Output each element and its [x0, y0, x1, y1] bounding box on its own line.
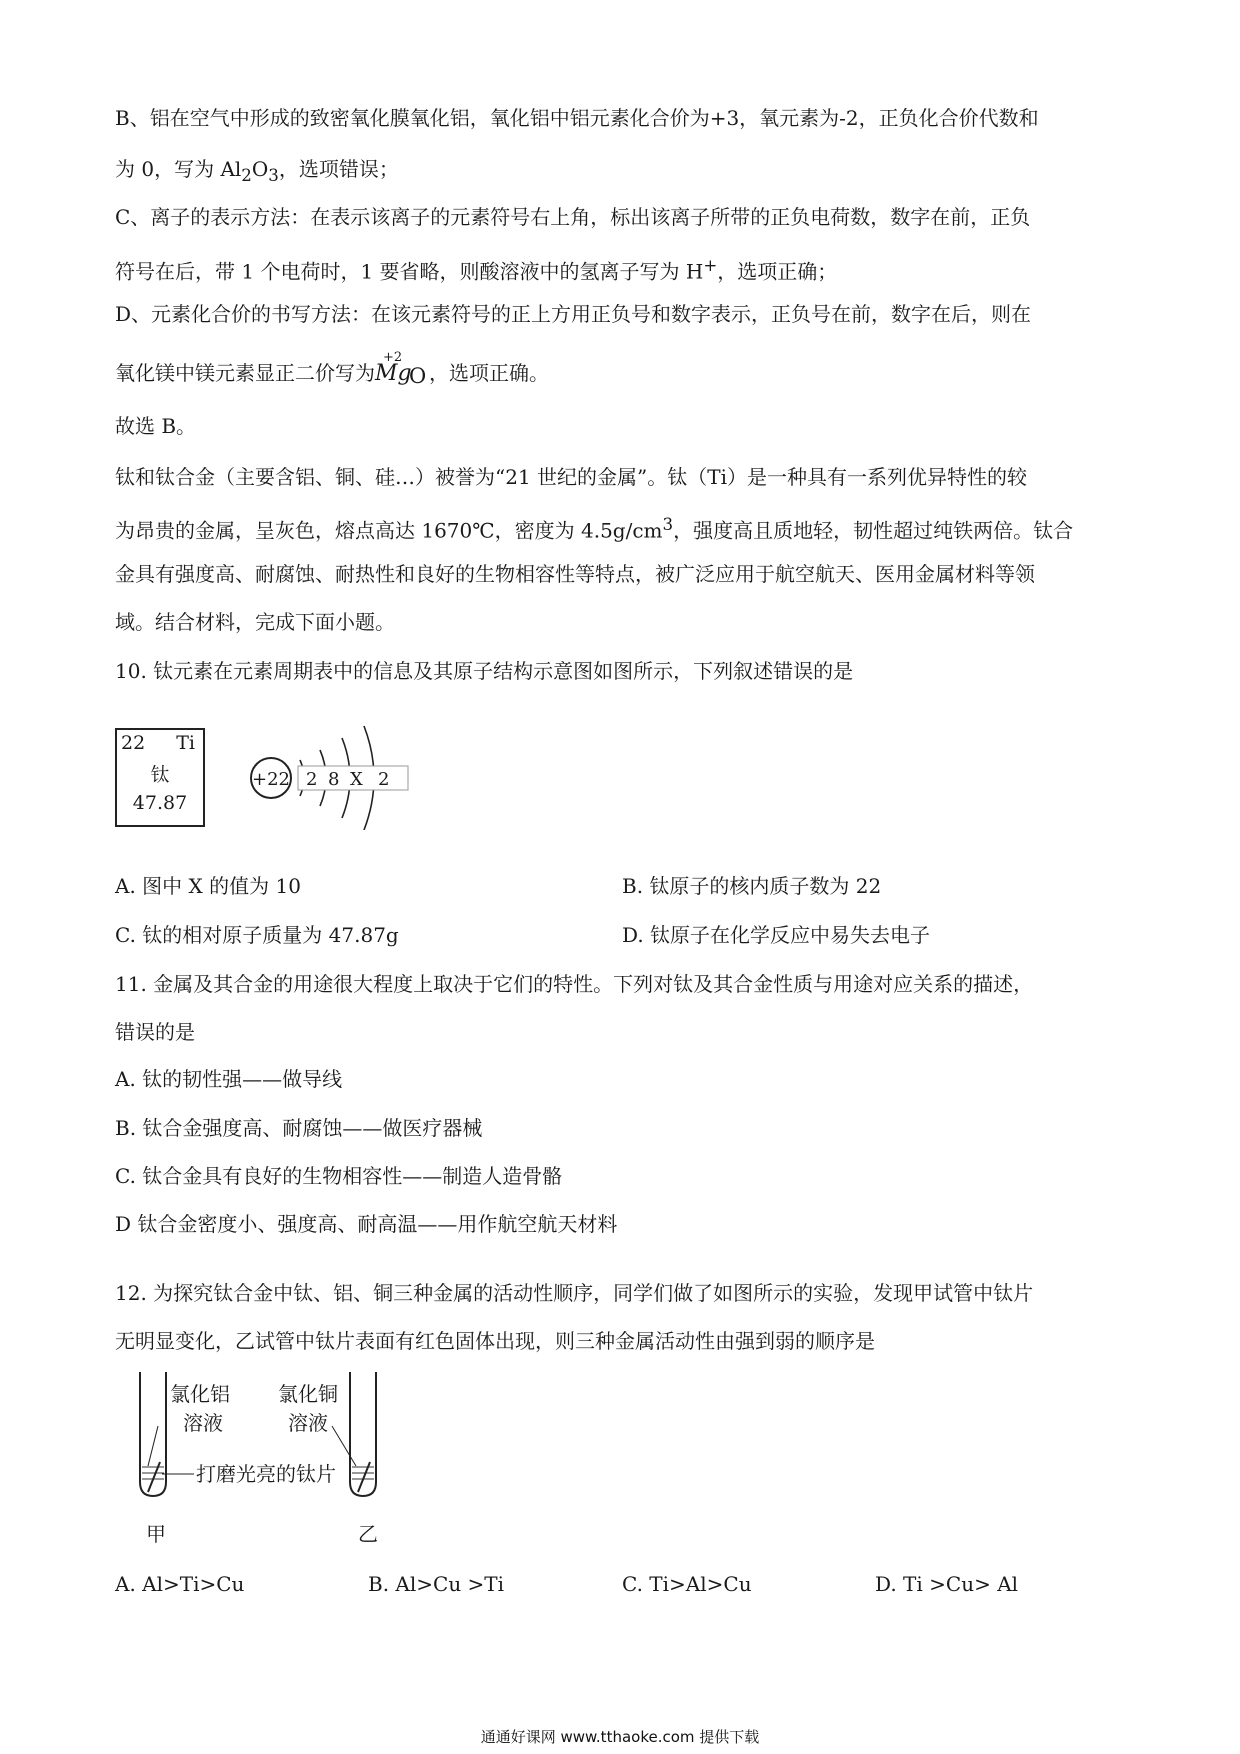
atomic-mass: 47.87: [132, 792, 188, 814]
passage-line4: 域。结合材料，完成下面小题。: [115, 610, 395, 634]
text-span: ，选项正确；: [717, 259, 838, 284]
explanation-c-line1: C、离子的表示方法：在表示该离子的元素符号右上角，标出该离子所带的正负电荷数，数字在前，正负: [115, 205, 1031, 229]
superscript: +: [703, 256, 718, 275]
element-symbol: Ti: [176, 732, 195, 754]
q11-option-a: A. 钛的韧性强——做导线: [115, 1067, 343, 1091]
q10-option-d: D. 钛原子在化学反应中易失去电子: [622, 923, 931, 947]
q10-option-a: A. 图中 X 的值为 10: [115, 874, 301, 898]
explanation-d-line1: D、元素化合价的书写方法：在该元素符号的正上方用正负号和数字表示，正负号在前，数字在后，则在: [115, 302, 1032, 326]
text-span: O: [251, 157, 269, 181]
explanation-d-line2: [115, 350, 549, 392]
nucleus-charge: +22: [252, 769, 290, 790]
text-span: 为 0，写为 Al: [115, 157, 242, 181]
shell-electrons-2: 8: [328, 769, 340, 790]
text-span: 氧化镁中镁元素显正二价写为: [115, 361, 375, 385]
periodic-table-cell: [115, 728, 205, 827]
element-name: 钛: [150, 764, 170, 786]
pointer-left: [148, 1426, 158, 1466]
answer-line: 故选 B。: [115, 414, 197, 438]
passage-line3: 金具有强度高、耐腐蚀、耐热性和良好的生物相容性等特点，被广泛应用于航空航天、医用金属材料等领: [115, 562, 1035, 586]
label-aluminum-chloride: 氯化铝: [170, 1382, 230, 1406]
subscript: 3: [268, 166, 279, 185]
superscript: 3: [662, 515, 674, 534]
q12-option-c: C. Ti>Al>Cu: [622, 1572, 752, 1596]
label-solution-left: 溶液: [183, 1411, 223, 1435]
q11-option-d: D 钛合金密度小、强度高、耐高温——用作航空航天材料: [115, 1212, 618, 1236]
label-tube-yi: 乙: [358, 1522, 378, 1546]
test-tube-diagram: [120, 1370, 400, 1520]
text-span: ，选项错误；: [278, 157, 399, 181]
q10-option-c: C. 钛的相对原子质量为 47.87g: [115, 923, 399, 947]
q10-option-b: B. 钛原子的核内质子数为 22: [622, 874, 882, 898]
page-footer: 通通好课网 www.tthaoke.com 提供下载: [480, 1728, 760, 1746]
explanation-b-line2: [115, 155, 399, 190]
text-span: ，选项正确。: [429, 361, 549, 385]
text-span: 符号在后，带 1 个电荷时，1 要省略，则酸溶液中的氢离子写为 H: [115, 259, 704, 284]
q12-stem-line1: 12. 为探究钛合金中钛、铝、铜三种金属的活动性顺序，同学们做了如图所示的实验，发现甲试管中钛片: [115, 1281, 1034, 1305]
passage-line1: 钛和钛合金（主要含铝、铜、硅…）被誉为“21 世纪的金属”。钛（Ti）是一种具有一系列优异特性的较: [115, 465, 1027, 489]
q11-option-b: B. 钛合金强度高、耐腐蚀——做医疗器械: [115, 1116, 483, 1140]
label-titanium-strip: 打磨光亮的钛片: [196, 1462, 336, 1486]
atomic-number: 22: [121, 732, 146, 754]
label-solution-right: 溶液: [288, 1411, 328, 1435]
shell-electrons-1: 2: [306, 769, 318, 790]
valence-symbol: Mg: [375, 361, 412, 386]
explanation-c-line2: [115, 252, 837, 286]
label-tube-jia: 甲: [146, 1522, 166, 1546]
q11-stem-line1: 11. 金属及其合金的用途很大程度上取决于它们的特性。下列对钛及其合金性质与用途对应关系的描述，: [115, 972, 1034, 996]
valence-sup: +2: [383, 350, 403, 365]
subscript: 2: [241, 166, 252, 185]
text-span: ，强度高且质地轻，韧性超过纯铁两倍。钛合: [673, 518, 1074, 543]
valence-formula: [375, 350, 429, 392]
text-span: 为昂贵的金属，呈灰色，熔点高达 1670℃，密度为 4.5g/cm: [115, 518, 663, 543]
q11-option-c: C. 钛合金具有良好的生物相容性——制造人造骨骼: [115, 1164, 563, 1188]
q12-stem-line2: 无明显变化，乙试管中钛片表面有红色固体出现，则三种金属活动性由强到弱的顺序是: [115, 1329, 875, 1353]
explanation-b-line1: B、铝在空气中形成的致密氧化膜氧化铝，氧化铝中铝元素化合价为+3，氧元素为-2，正负化合价代数和: [115, 106, 1039, 130]
q11-stem-line2: 错误的是: [115, 1020, 195, 1044]
atomic-structure-diagram: [248, 700, 418, 830]
q12-option-b: B. Al>Cu >Ti: [368, 1572, 505, 1596]
q12-option-a: A. Al>Ti>Cu: [115, 1572, 245, 1596]
q10-stem: 10. 钛元素在元素周期表中的信息及其原子结构示意图如图所示，下列叙述错误的是: [115, 659, 854, 683]
valence-oxygen: O: [409, 364, 427, 388]
passage-line2: [115, 511, 1073, 545]
label-copper-chloride: 氯化铜: [278, 1382, 338, 1406]
q12-option-d: D. Ti >Cu> Al: [875, 1572, 1019, 1596]
shell-electrons-4: 2: [378, 769, 390, 790]
shell-electrons-3: X: [350, 769, 363, 790]
